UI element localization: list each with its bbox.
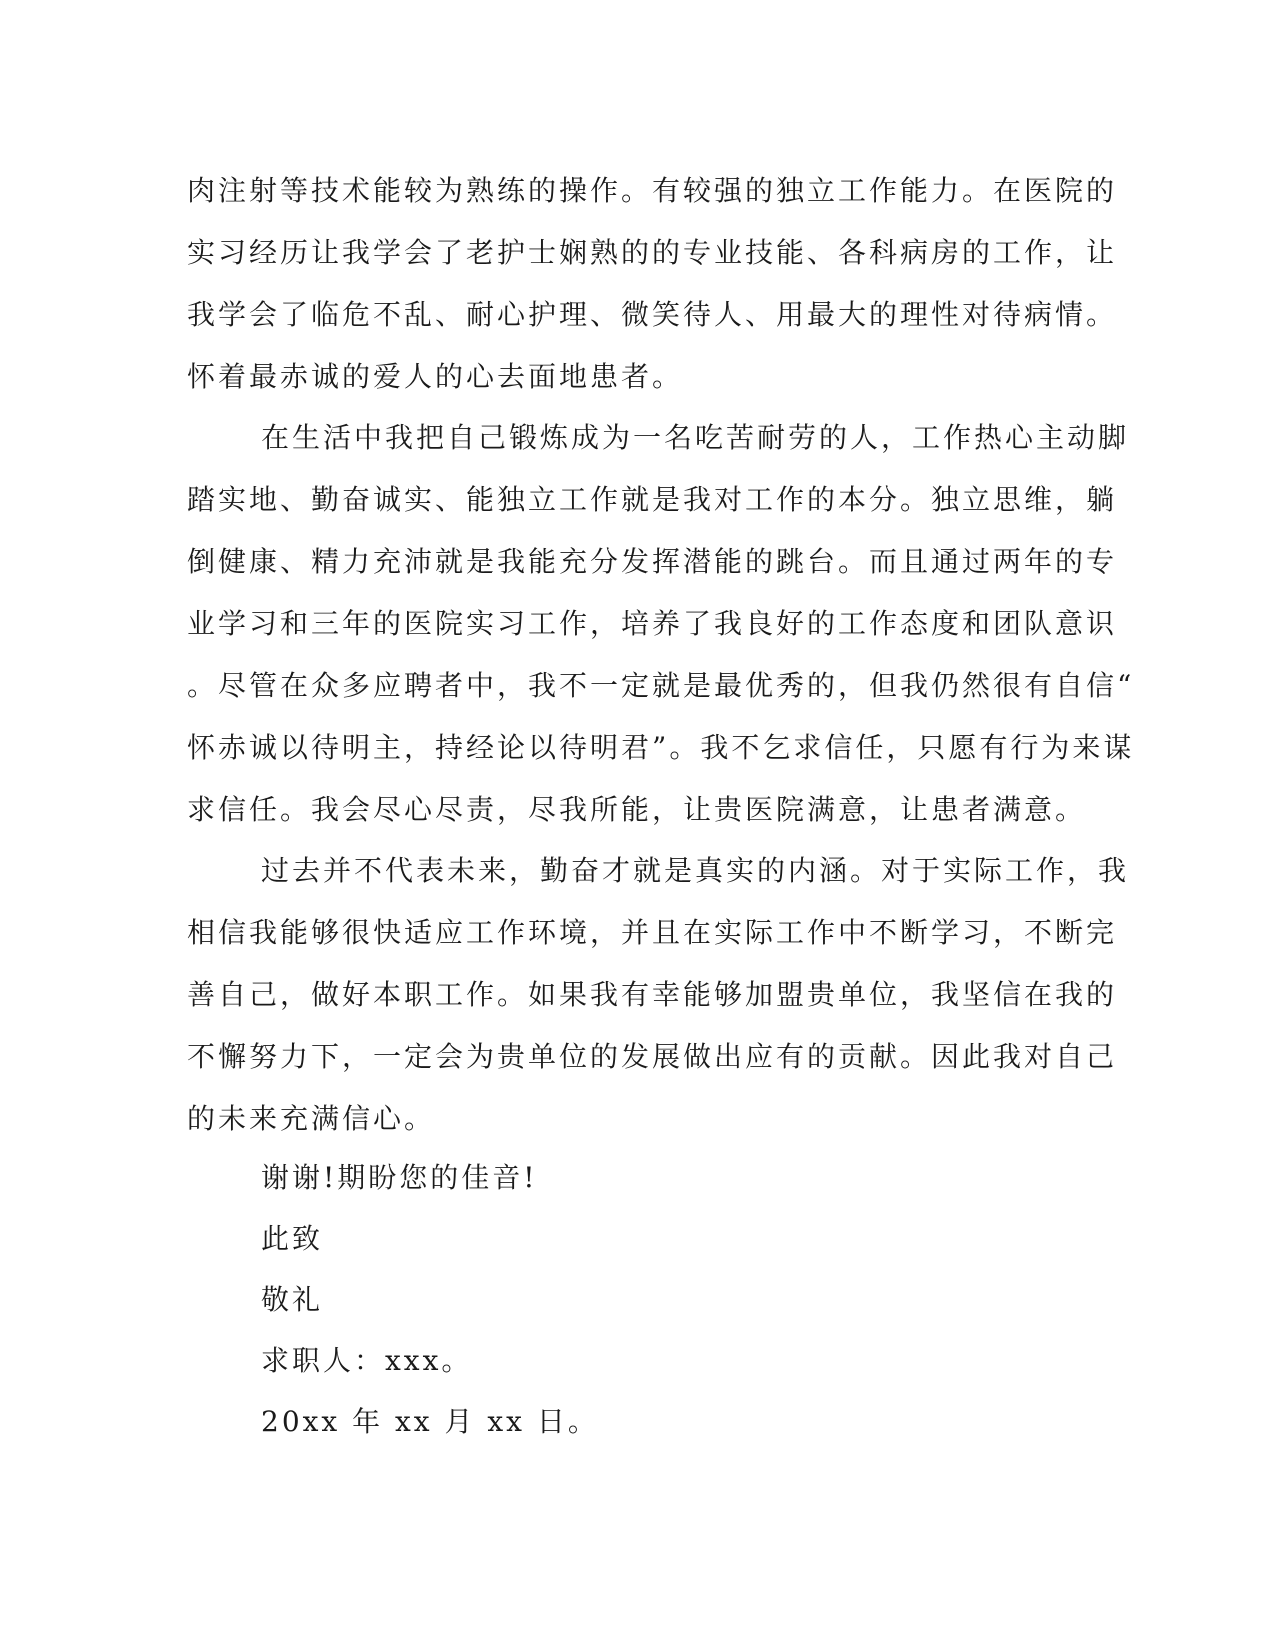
- text-line: 我学会了临危不乱、耐心护理、微笑待人、用最大的理性对待病情。: [187, 298, 1118, 331]
- text-line: 倒健康、精力充沛就是我能充分发挥潜能的跳台。而且通过两年的专: [187, 545, 1118, 578]
- date-line: 20xx 年 xx 月 xx 日。: [261, 1405, 599, 1438]
- text-line: 的未来充满信心。: [187, 1102, 436, 1135]
- text-line: 过去并不代表未来，勤奋才就是真实的内涵。对于实际工作，我: [261, 854, 1130, 887]
- text-line: 善自己，做好本职工作。如果我有幸能够加盟贵单位，我坚信在我的: [187, 978, 1118, 1011]
- closing-salutation-1: 此致: [261, 1222, 324, 1255]
- paragraph-life: [187, 407, 1135, 841]
- closing-salutation-2: 敬礼: [261, 1283, 324, 1316]
- paragraph-future: [187, 840, 1130, 1150]
- text-line: 业学习和三年的医院实习工作，培养了我良好的工作态度和团队意识: [187, 607, 1118, 640]
- signature-line: 求职人：xxx。: [261, 1344, 473, 1377]
- closing-thanks: 谢谢!期盼您的佳音!: [261, 1161, 538, 1194]
- letter-closing: [187, 1147, 1067, 1452]
- text-line: 实习经历让我学会了老护士娴熟的的专业技能、各科病房的工作，让: [187, 236, 1118, 269]
- text-line: 。尽管在众多应聘者中，我不一定就是最优秀的，但我仍然很有自信“: [187, 669, 1135, 702]
- text-line: 怀赤诚以待明主，持经论以待明君”。我不乞求信任，只愿有行为来谋: [187, 731, 1135, 764]
- text-line: 在生活中我把自己锻炼成为一名吃苦耐劳的人，工作热心主动脚: [261, 421, 1130, 454]
- text-line: 不懈努力下，一定会为贵单位的发展做出应有的贡献。因此我对自己: [187, 1040, 1118, 1073]
- text-line: 相信我能够很快适应工作环境，并且在实际工作中不断学习，不断完: [187, 916, 1118, 949]
- text-line: 肉注射等技术能较为熟练的操作。有较强的独立工作能力。在医院的: [187, 174, 1118, 207]
- text-line: 怀着最赤诚的爱人的心去面地患者。: [187, 360, 684, 393]
- text-line: 踏实地、勤奋诚实、能独立工作就是我对工作的本分。独立思维，躺: [187, 483, 1118, 516]
- text-line: 求信任。我会尽心尽责，尽我所能，让贵医院满意，让患者满意。: [187, 793, 1087, 826]
- paragraph-skills: [187, 160, 1118, 408]
